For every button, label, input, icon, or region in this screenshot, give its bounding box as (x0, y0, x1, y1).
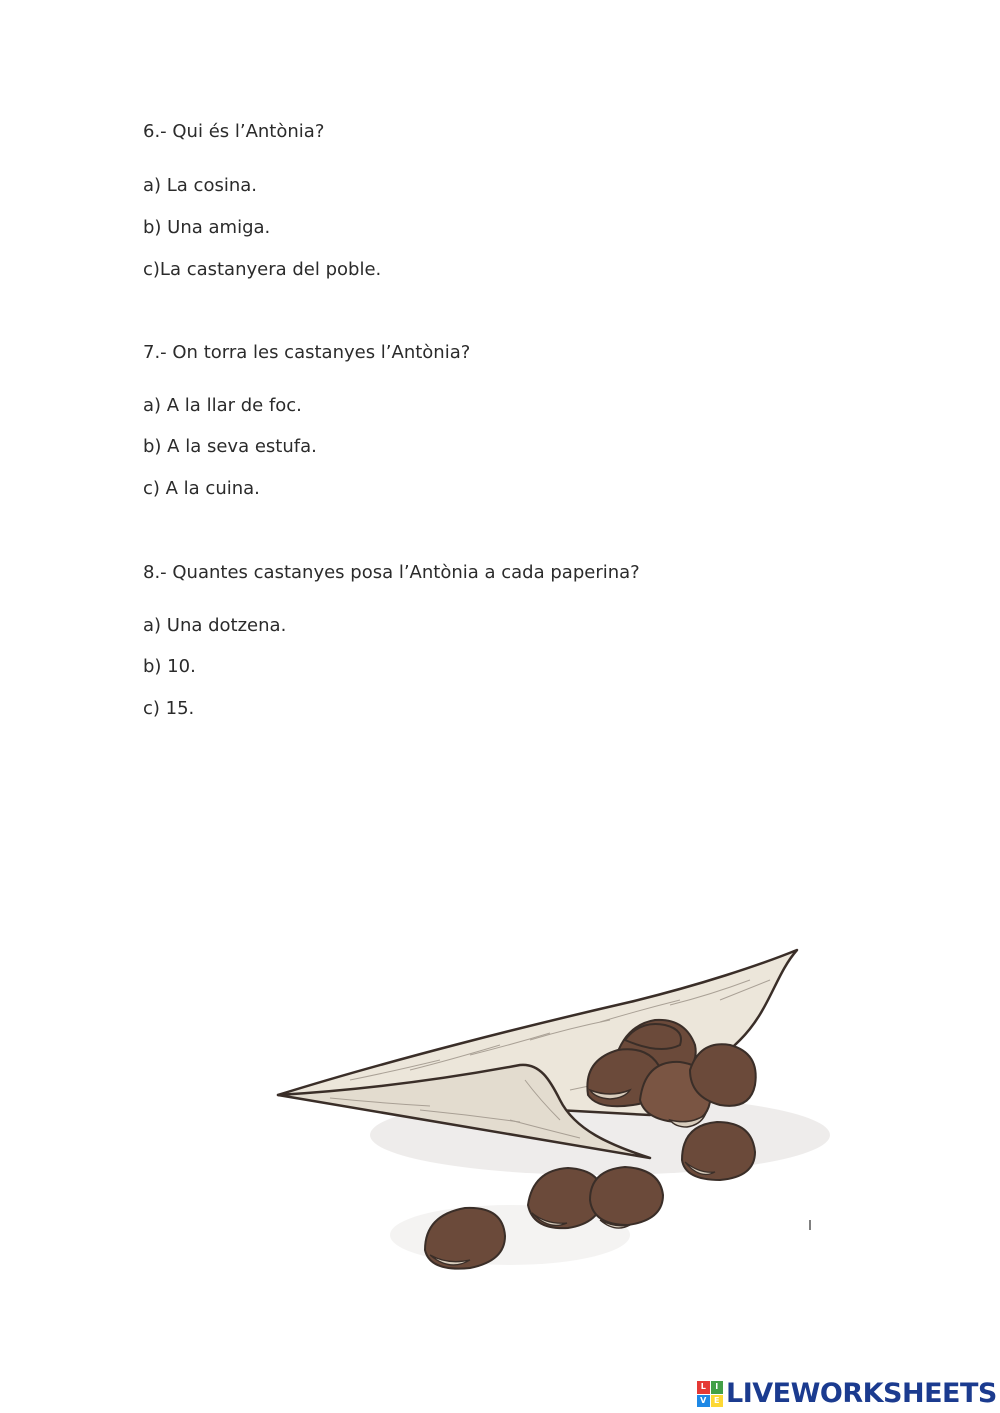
question-6 (143, 121, 903, 291)
logo-mark-letter: L (697, 1381, 710, 1394)
logo-mark-icon (697, 1381, 723, 1407)
answer-option-c[interactable]: c) 15. (143, 698, 195, 719)
answer-option-c[interactable]: c)La castanyera del poble. (143, 259, 382, 280)
logo-mark-letter: E (711, 1395, 724, 1408)
liveworksheets-logo[interactable] (697, 1379, 997, 1409)
answer-option-a[interactable]: a) La cosina. (143, 175, 258, 196)
question-text: 7.- On torra les castanyes l’Antònia? (143, 342, 471, 363)
answer-option-b[interactable]: b) 10. (143, 656, 196, 677)
answer-option-a[interactable]: a) Una dotzena. (143, 615, 287, 636)
question-text: 6.- Qui és l’Antònia? (143, 121, 325, 142)
answer-option-b[interactable]: b) Una amiga. (143, 217, 271, 238)
answer-option-b[interactable]: b) A la seva estufa. (143, 436, 317, 457)
logo-mark-letter: V (697, 1395, 710, 1408)
chestnut-paper-cone-icon (270, 930, 830, 1290)
answer-option-c[interactable]: c) A la cuina. (143, 478, 260, 499)
question-7 (143, 342, 903, 512)
logo-text: LIVEWORKSHEETS (726, 1378, 997, 1409)
chestnut-mouth (682, 1122, 755, 1180)
question-8 (143, 562, 903, 732)
logo-mark-letter: I (711, 1381, 724, 1394)
question-text: 8.- Quantes castanyes posa l’Antònia a cada paperina? (143, 562, 640, 583)
answer-option-a[interactable]: a) A la llar de foc. (143, 395, 302, 416)
